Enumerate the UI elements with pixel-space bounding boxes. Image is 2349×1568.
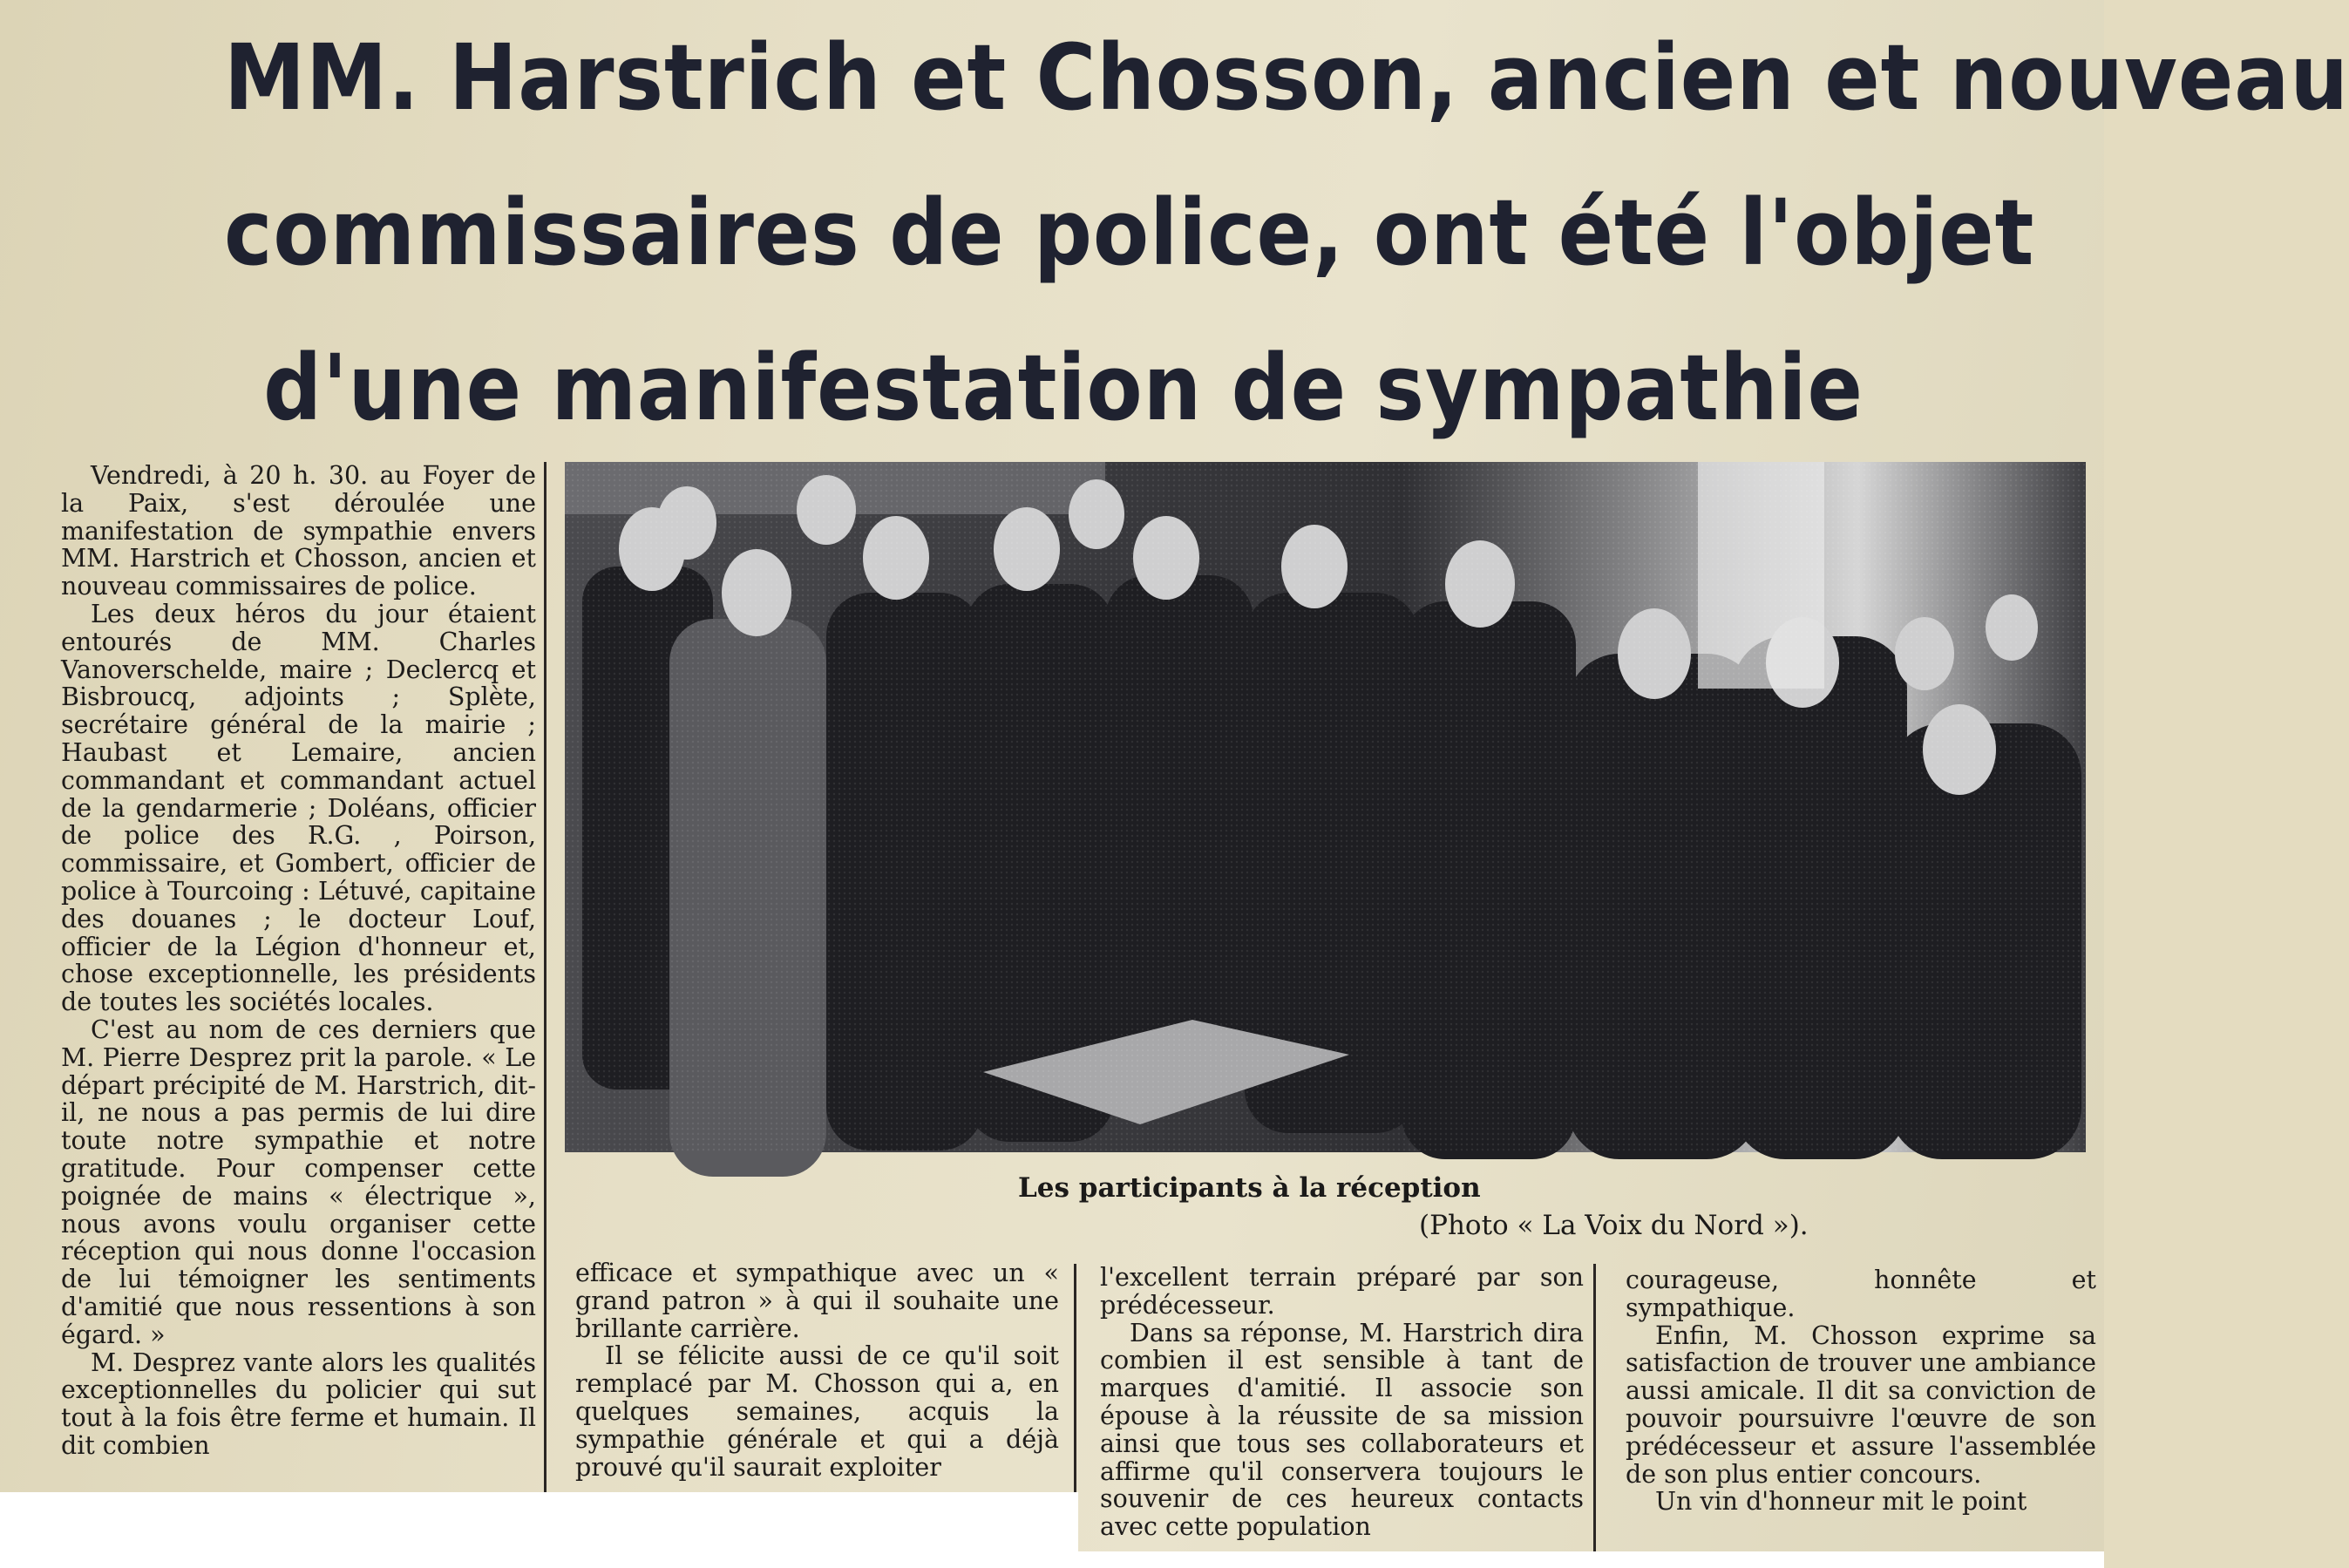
column-divider	[544, 462, 547, 1536]
photograph	[565, 462, 2086, 1152]
paragraph: Un vin d'honneur mit le point	[1655, 1487, 2027, 1517]
paragraph: Les deux héros du jour étaient entourés de MM. Charles Vanoverschelde, maire ; Declercq et Bisbroucq, adjoints ; Splète, secrétaire général de la mairie ; Haubast et Lemaire, ancien commandant et commandant actuel de la gendarmerie ; Doléans, officier de police des R.G. , Poirson, commissaire, et Gombert, officier de police à Tourcoing : Létuvé, capitaine des douanes ; le docteur Louf, officier de la Légion d'honneur et, chose exceptionnelle, les présidents de toutes les sociétés locales.	[61, 599, 536, 1017]
headline-line-1: MM. Harstrich et Chosson, ancien et nouveau	[224, 24, 2349, 131]
paragraph: courageuse, honnête et sympathique.	[1626, 1266, 2096, 1322]
article-column-4	[1626, 1266, 2096, 1516]
paragraph: Il se félicite aussi de ce qu'il soit remplacé par M. Chosson qui a, en quelques semaines, acquis la sympathie générale et qui a déjà prouvé qu'il saurait exploiter	[575, 1341, 1059, 1482]
paragraph: l'excellent terrain préparé par son prédécesseur.	[1100, 1263, 1584, 1320]
scan-blank-area	[1078, 1551, 2104, 1568]
headline-line-3: d'une manifestation de sympathie	[263, 335, 1864, 441]
column-divider	[1593, 1264, 1596, 1551]
article-column-1	[61, 462, 536, 1460]
paragraph: Enfin, M. Chosson exprime sa satisfaction de trouver une ambiance aussi amicale. Il dit sa conviction de pouvoir poursuivre l'œuvre de son prédécesseur et assure l'assemblée de son plus entier concours.	[1626, 1320, 2096, 1489]
paragraph: Vendredi, à 20 h. 30. au Foyer de la Paix, s'est déroulée une manifestation de sympathie envers MM. Harstrich et Chosson, ancien et nouveau commissaires de police.	[61, 461, 536, 601]
headline	[131, 0, 2349, 465]
photo-caption-title: Les participants à la réception	[1018, 1172, 1481, 1204]
paragraph: Dans sa réponse, M. Harstrich dira combien il est sensible à tant de marques d'amitié. Il associe son épouse à la réussite de sa mission ainsi que tous ses collaborateurs et affirme qu'il conservera toujours le souvenir de ces heureux contacts avec cette population	[1100, 1318, 1584, 1542]
photo-participants-image	[565, 462, 2086, 1152]
scan-blank-area	[545, 1492, 1078, 1568]
paragraph: efficace et sympathique avec un « grand patron » à qui il souhaite une brillante carrière.	[575, 1259, 1059, 1343]
article-column-2	[575, 1259, 1059, 1481]
headline-line-2: commissaires de police, ont été l'objet	[224, 180, 2035, 286]
scan-blank-area	[0, 1492, 545, 1568]
paragraph: M. Desprez vante alors les qualités exceptionnelles du policier qui sut tout à la fois être ferme et humain. Il dit combien	[61, 1347, 536, 1460]
paragraph: C'est au nom de ces derniers que M. Pierre Desprez prit la parole. « Le départ précipité de M. Harstrich, dit-il, ne nous a pas permis de lui dire toute notre sympathie et notre gratitude. Pour compenser cette poignée de mains « électrique », nous avons voulu organiser cette réception qui nous donne l'occasion de lui témoigner les sentiments d'amitié que nous ressentions à son égard. »	[61, 1015, 536, 1349]
photo-caption-credit: (Photo « La Voix du Nord »).	[1419, 1210, 1809, 1241]
article-column-3	[1100, 1264, 1584, 1541]
